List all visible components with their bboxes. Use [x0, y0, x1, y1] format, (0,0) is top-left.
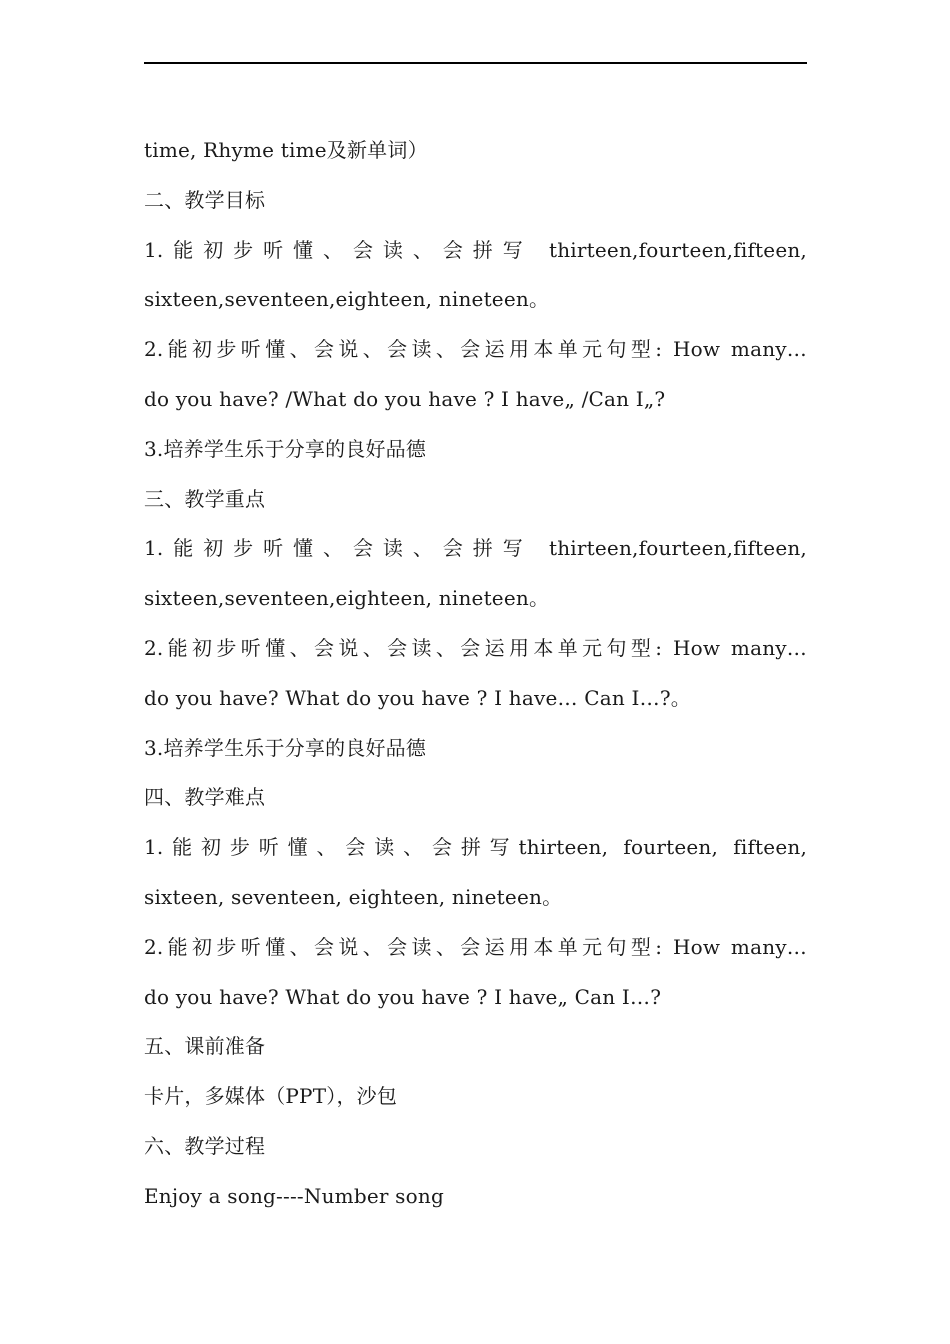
text-line: 1.能初步听懂、会读、会拼写 thirteen,fourteen,fifteen, — [144, 237, 807, 262]
section-heading-preparation: 五、课前准备 — [144, 1034, 266, 1059]
text-line: 2.能初步听懂、会说、会读、会运用本单元句型: How many… — [144, 337, 807, 362]
text-line: sixteen,seventeen,eighteen, nineteen。 — [144, 287, 550, 312]
text-line: do you have? What do you have ? I have„ Can I…? — [144, 984, 662, 1009]
text-line: 3.培养学生乐于分享的良好品德 — [144, 735, 427, 760]
text-line: 2.能初步听懂、会说、会读、会运用本单元句型: How many… — [144, 934, 807, 959]
text-line: do you have? /What do you have ? I have„ /Can I„? — [144, 386, 666, 411]
header-rule — [144, 62, 807, 64]
text-line: 1.能初步听懂、会读、会拼写 thirteen,fourteen,fifteen, — [144, 536, 807, 561]
section-heading-key-points: 三、教学重点 — [144, 486, 266, 511]
text-line: sixteen,seventeen,eighteen, nineteen。 — [144, 586, 550, 611]
section-heading-objectives: 二、教学目标 — [144, 187, 266, 212]
document-body — [144, 126, 807, 1222]
section-heading-process: 六、教学过程 — [144, 1133, 266, 1158]
section-heading-difficulties: 四、教学难点 — [144, 785, 266, 810]
text-line: sixteen, seventeen, eighteen, nineteen。 — [144, 884, 563, 909]
text-line: 卡片，多媒体（PPT），沙包 — [144, 1084, 398, 1109]
text-line: 3.培养学生乐于分享的良好品德 — [144, 436, 427, 461]
text-line: 2.能初步听懂、会说、会读、会运用本单元句型: How many… — [144, 635, 807, 660]
text-line: 1.能初步听懂、会读、会拼写thirteen, fourteen, fifteen, — [144, 835, 807, 860]
text-line: time, Rhyme time及新单词） — [144, 138, 428, 162]
text-line: Enjoy a song----Number song — [144, 1183, 444, 1208]
text-line: do you have? What do you have ? I have… Can I…?。 — [144, 685, 691, 710]
